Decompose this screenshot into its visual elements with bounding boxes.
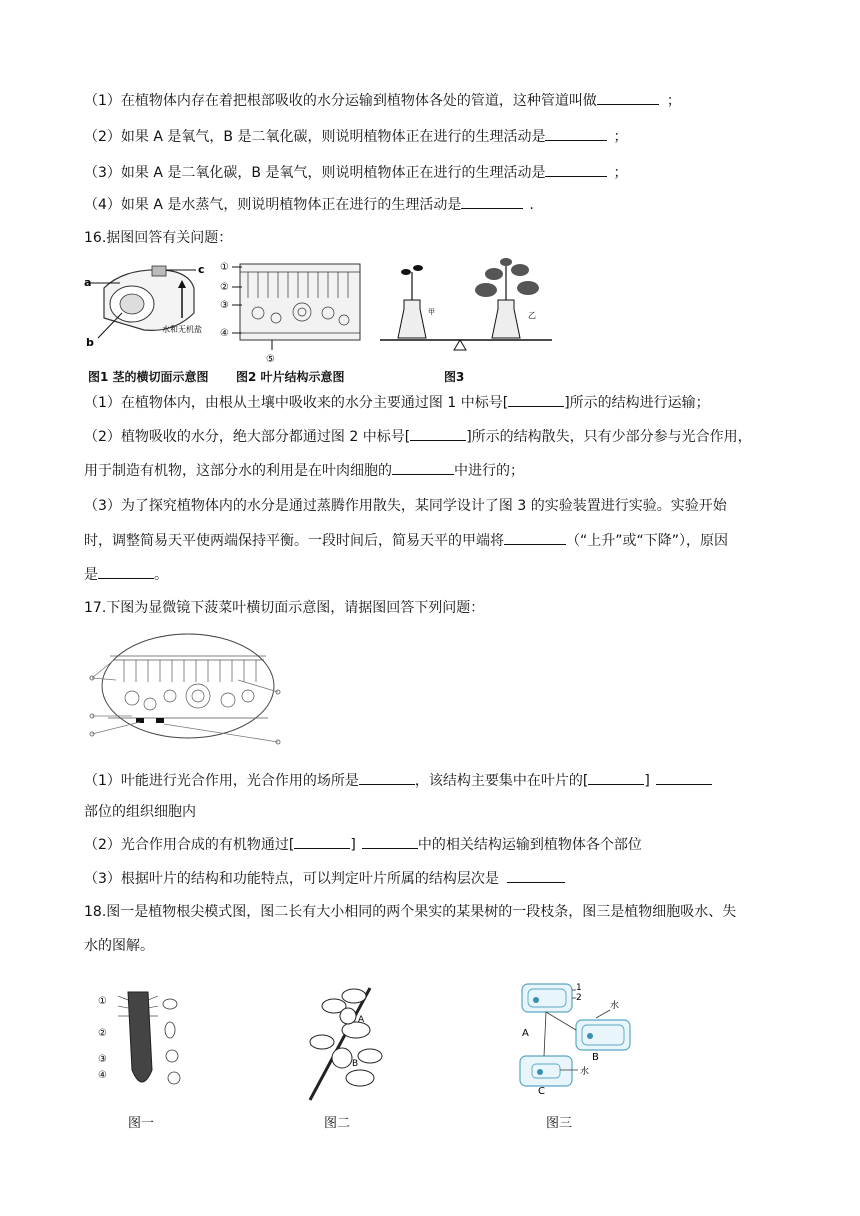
answer-blank[interactable] [392, 460, 454, 475]
q15-sentence-4: （4）如果 A 是水蒸气，则说明植物体正在进行的生理活动是 . [84, 194, 534, 215]
q18-figure-1-root-tip [96, 990, 196, 1100]
q16-sentence-3-cont: 时，调整简易天平使两端保持平衡。一段时间后，简易天平的甲端将 （“上升”或“下降”），原因 [84, 530, 728, 551]
label-yi: 乙 [528, 311, 536, 320]
water-minerals-label: 水和无机盐 [162, 325, 202, 334]
label-2: 2 [576, 993, 582, 1003]
label-jia: 甲 [428, 308, 435, 316]
q18-figure-3-caption: 图三 [546, 1116, 573, 1131]
q15-sentence-1: （1）在植物体内存在着把根部吸收的水分运输到植物体各处的管道，这种管道叫做 ； [84, 90, 681, 111]
q17-sentence-2: （2）光合作用合成的有机物通过[ ] 中的相关结构运输到植物体各个部位 [84, 834, 642, 855]
q16-sentence-1: （1）在植物体内，由根从土壤中吸收来的水分主要通过图 1 中标号[ ]所示的结构进行运输； [84, 392, 710, 413]
answer-blank[interactable] [597, 90, 659, 105]
label-3: ③ [220, 300, 229, 311]
q17-sentence-1: （1）叶能进行光合作用，光合作用的场所是 ，该结构主要集中在叶片的[ ] [84, 770, 712, 791]
answer-blank[interactable] [461, 194, 523, 209]
q15-sentence-3: （3）如果 A 是二氧化碳，B 是氧气，则说明植物体正在进行的生理活动是 ； [84, 162, 627, 183]
q18-title-cont: 水的图解。 [84, 938, 154, 954]
label-c: c [198, 263, 205, 276]
q16-figure-1-stem [84, 258, 214, 348]
q17-sentence-1-cont: 部位的组织细胞内 [84, 804, 196, 820]
q16-sentence-2: （2）植物吸收的水分，绝大部分都通过图 2 中标号[ ]所示的结构散失，只有少部分参与光合作用， [84, 426, 752, 447]
q18-figure-2-branch [300, 984, 390, 1104]
q16-figure-2-leaf [218, 258, 368, 368]
answer-blank[interactable] [359, 770, 415, 785]
label-1: ① [220, 262, 229, 273]
label-A: A [358, 1015, 365, 1025]
answer-blank[interactable] [545, 162, 607, 177]
label-a: a [84, 276, 92, 289]
q17-figure-spinach-leaf [88, 630, 284, 746]
q16-figure-3-caption: 图3 [444, 370, 465, 384]
answer-blank[interactable] [504, 530, 566, 545]
q15-sentence-2: （2）如果 A 是氧气，B 是二氧化碳，则说明植物体正在进行的生理活动是 ； [84, 126, 627, 147]
q18-figure-2-caption: 图二 [324, 1116, 351, 1131]
q16-title: 16.据图回答有关问题： [84, 230, 233, 246]
q16-figure-1-caption: 图1 茎的横切面示意图 [88, 370, 209, 384]
answer-blank[interactable] [410, 426, 466, 441]
answer-blank[interactable] [362, 834, 418, 849]
q16-sentence-3-end: 是 。 [84, 564, 168, 585]
label-b: b [86, 336, 94, 348]
label-1: ① [98, 996, 107, 1007]
answer-blank[interactable] [508, 392, 564, 407]
answer-blank[interactable] [294, 834, 350, 849]
water-label-1: 水 [610, 1001, 620, 1011]
answer-blank[interactable] [507, 868, 565, 883]
label-2: ② [98, 1028, 107, 1039]
label-B: B [592, 1052, 599, 1063]
answer-blank[interactable] [545, 126, 607, 141]
water-label-2: 水 [580, 1067, 590, 1077]
q17-title: 17.下图为显微镜下菠菜叶横切面示意图，请据图回答下列问题： [84, 600, 485, 616]
q17-sentence-3: （3）根据叶片的结构和功能特点，可以判定叶片所属的结构层次是 [84, 868, 565, 889]
q16-figure-2-caption: 图2 叶片结构示意图 [236, 370, 345, 384]
label-B: B [352, 1059, 359, 1069]
q18-figure-3-cells [516, 976, 646, 1096]
q16-figure-3-balance [376, 254, 556, 354]
label-1: 1 [576, 983, 582, 993]
answer-blank[interactable] [98, 564, 154, 579]
answer-blank[interactable] [656, 770, 712, 785]
label-4: ④ [98, 1070, 107, 1081]
answer-blank[interactable] [588, 770, 644, 785]
label-A: A [522, 1028, 529, 1039]
q18-figure-1-caption: 图一 [128, 1116, 155, 1131]
q16-sentence-2-cont: 用于制造有机物，这部分水的利用是在叶肉细胞的 中进行的； [84, 460, 524, 481]
label-3: ③ [98, 1054, 107, 1065]
label-2: ② [220, 282, 229, 293]
q16-sentence-3: （3）为了探究植物体内的水分是通过蒸腾作用散失，某同学设计了图 3 的实验装置进行实验。实验开始 [84, 498, 727, 514]
q18-title: 18.图一是植物根尖模式图，图二长有大小相同的两个果实的某果树的一段枝条，图三是植物细胞吸水、失 [84, 904, 737, 920]
label-4: ④ [220, 328, 229, 339]
label-5: ⑤ [266, 354, 275, 365]
label-C: C [538, 1086, 545, 1096]
